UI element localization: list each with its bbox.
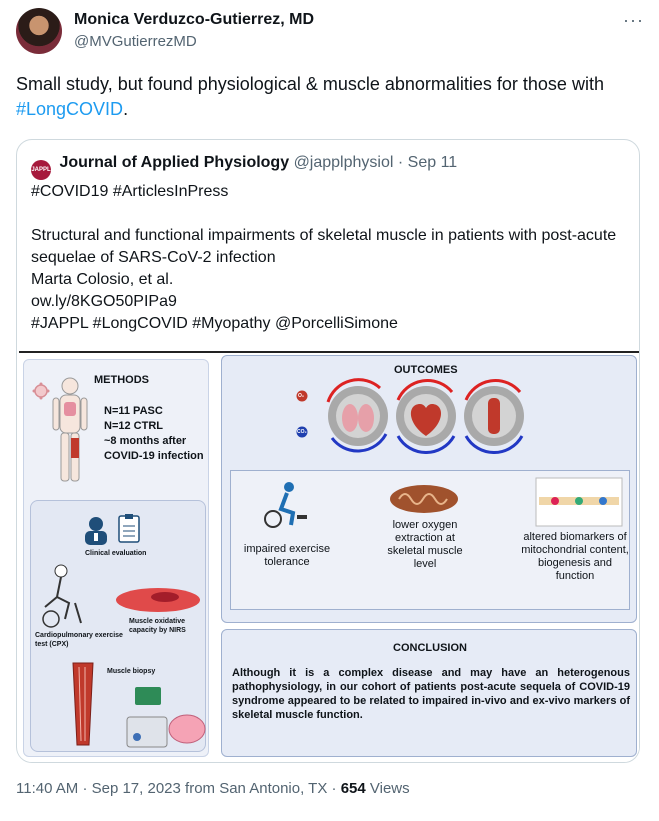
exercise-bike-icon [35, 563, 91, 629]
mitochondrion-icon [389, 483, 459, 515]
tweet-text-before: Small study, but found physiological & muscle abnormalities for those with [16, 74, 604, 94]
methods-line: ~8 months after [104, 435, 187, 447]
views-label: Views [369, 780, 410, 797]
nirs-muscle-icon [115, 585, 201, 615]
tweet-header [16, 8, 644, 56]
lab-equipment-icon [123, 683, 207, 751]
methods-procedures-panel [30, 500, 206, 752]
outcomes-title: OUTCOMES [394, 364, 458, 376]
methods-panel [23, 359, 209, 757]
quoted-line [31, 203, 627, 225]
cyclist-icon [261, 481, 311, 529]
muscle-gear-icon [456, 378, 532, 454]
methods-title: METHODS [94, 374, 149, 386]
quoted-line: #JAPPL #LongCOVID #Myopathy @PorcelliSimone [31, 315, 398, 332]
graphical-abstract-image[interactable] [19, 351, 639, 762]
outcomes-results-panel [230, 470, 630, 610]
leg-muscle-icon [65, 661, 99, 747]
outcomes-panel [221, 355, 637, 623]
separator-dot: · [82, 780, 88, 797]
tweet-footer [16, 780, 410, 797]
quoted-line: Structural and functional impairments of skeletal muscle in patients with post-acute sequelae of SARS-CoV-2 infection [31, 227, 617, 266]
methods-details [104, 404, 204, 464]
views-count: 654 [340, 780, 366, 797]
more-options-icon[interactable]: ··· [623, 10, 644, 30]
outcome-exercise-tolerance: impaired exercise tolerance [243, 543, 331, 568]
outcome-oxygen-extraction: lower oxygen extraction at skeletal muscle level [387, 519, 463, 570]
tweet-time[interactable]: 11:40 AM [16, 780, 79, 797]
biomarker-diagram-icon [535, 477, 623, 527]
quoted-line: Marta Colosio, et al. [31, 271, 174, 288]
clinical-evaluation-label: Clinical evaluation [85, 550, 147, 557]
heart-gear-icon [388, 378, 464, 454]
hashtag-longcovid-link[interactable]: #LongCOVID [16, 99, 124, 119]
separator-dot: · [397, 154, 404, 171]
nirs-label: Muscle oxidative capacity by NIRS [129, 618, 186, 634]
quoted-line: ow.ly/8KGO50PIPa9 [31, 293, 177, 310]
quoted-date: Sep 11 [407, 154, 458, 171]
co2-label: CO₂ [297, 429, 307, 435]
doctor-icon [81, 515, 111, 545]
quoted-tweet[interactable] [16, 139, 640, 763]
quoted-tweet-header [31, 154, 457, 180]
o2-label: O₂ [298, 393, 305, 399]
clipboard-icon [117, 513, 141, 543]
methods-line: COVID-19 infection [104, 450, 204, 462]
conclusion-title: CONCLUSION [393, 642, 467, 654]
muscle-biopsy-label: Muscle biopsy [107, 668, 156, 675]
methods-line: N=12 CTRL [104, 420, 163, 432]
virus-icon [32, 382, 50, 400]
tweet-text-after: . [123, 99, 129, 119]
tweet-date[interactable]: Sep 17, 2023 [91, 780, 181, 797]
tweet-location: from San Antonio, TX [185, 780, 328, 797]
quoted-author-handle: @japplphysiol [293, 154, 394, 171]
author-avatar[interactable] [16, 8, 62, 54]
quoted-tweet-body [31, 181, 627, 335]
outcome-biomarkers: altered biomarkers of mitochondrial content, biogenesis and function [521, 531, 629, 582]
journal-logo: JAPPL [31, 160, 51, 180]
lungs-gear-icon [320, 378, 396, 454]
conclusion-text: Although it is a complex disease and may have an heterogenous pathophysiology, in our cohort of patients post-acute sequela of COVID-19 syndrome appeared to be related to impaired in-vivo and ex-vivo markers of skeletal muscle function. [232, 667, 630, 721]
methods-line: N=11 PASC [104, 405, 163, 417]
quoted-author-name: Journal of Applied Physiology [59, 154, 290, 171]
tweet-text [16, 72, 636, 122]
cpx-label: Cardiopulmonary exercise test (CPX) [35, 632, 123, 648]
author-handle[interactable]: @MVGutierrezMD [74, 33, 197, 50]
separator-dot: · [331, 780, 337, 797]
human-body-icon [50, 376, 90, 486]
conclusion-panel [221, 629, 637, 757]
quoted-line: #COVID19 #ArticlesInPress [31, 183, 229, 200]
author-name[interactable]: Monica Verduzco-Gutierrez, MD [74, 11, 315, 28]
